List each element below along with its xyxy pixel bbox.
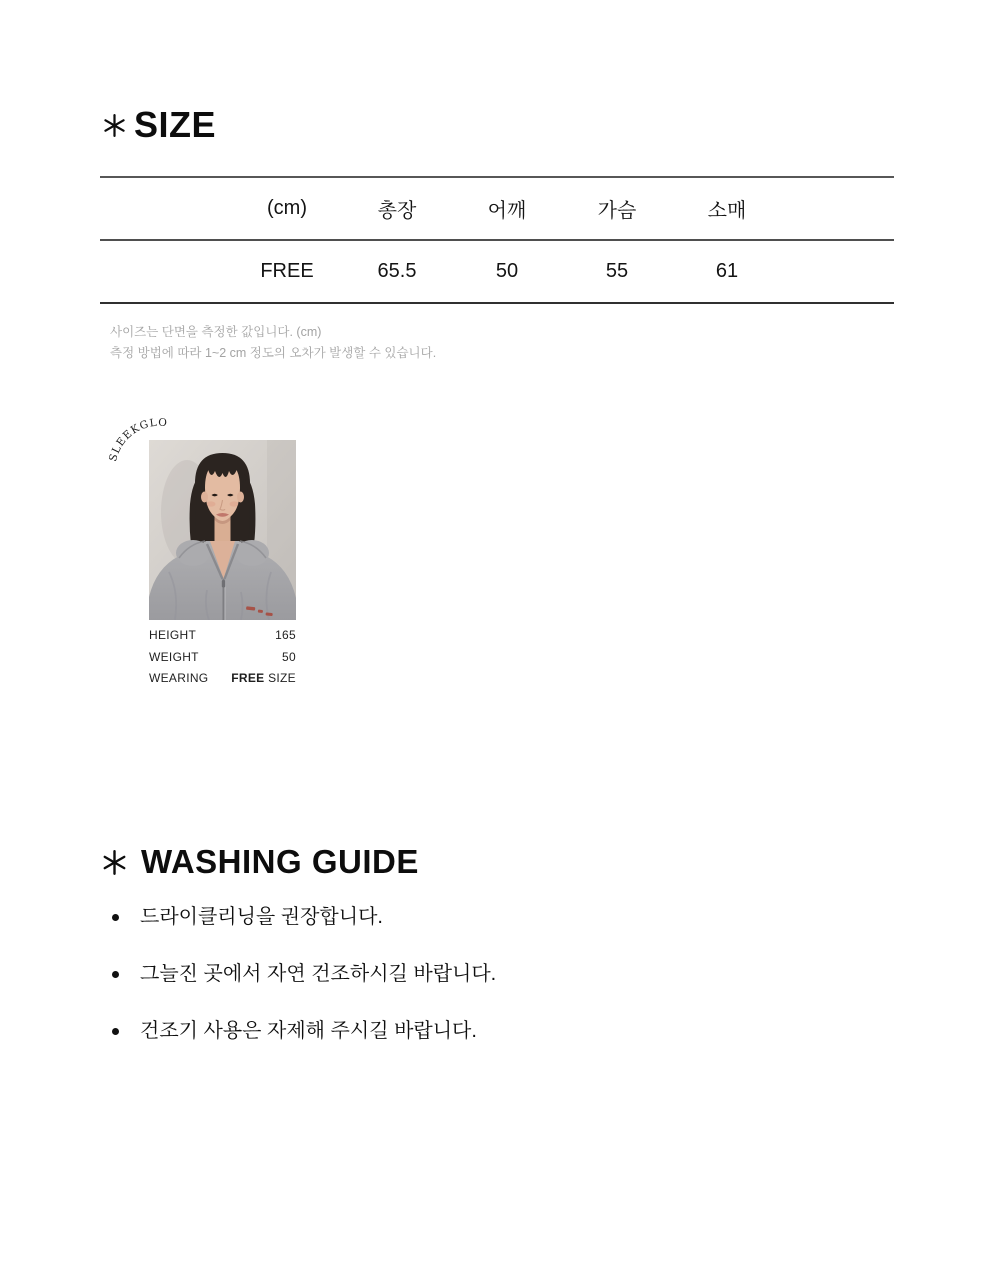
washing-guide-item	[112, 962, 496, 986]
wearing-size-strong: FREE	[231, 671, 265, 685]
size-note-line: 사이즈는 단면을 측정한 값입니다. (cm)	[110, 325, 322, 339]
size-table-header-length: 총장	[377, 200, 417, 222]
wearing-label: WEARING	[149, 671, 209, 685]
washing-guide-item-text: 그늘진 곳에서 자연 건조하시길 바랍니다.	[140, 963, 497, 985]
size-table-header-row	[100, 178, 894, 241]
washing-guide-item-text: 드라이클리닝을 권장합니다.	[140, 906, 383, 928]
size-table-header-shoulder: 어깨	[487, 200, 527, 222]
size-table-header-unit: (cm)	[267, 197, 307, 219]
size-table	[100, 176, 894, 304]
washing-guide-heading	[101, 843, 419, 881]
size-value-shoulder: 50	[495, 260, 519, 282]
svg-text:SLEEKGLOW	[101, 395, 168, 463]
bullet-dot-icon	[112, 971, 119, 978]
model-info-row-wearing	[149, 671, 296, 685]
size-note-line: 측정 방법에 따라 1~2 cm 정도의 오차가 발생할 수 있습니다.	[110, 346, 437, 360]
asterisk-icon	[102, 113, 127, 138]
size-value-chest: 55	[605, 260, 629, 282]
height-value: 165	[275, 628, 296, 642]
model-photo-block	[101, 395, 296, 620]
size-row-label: FREE	[260, 260, 314, 282]
brand-arc-logo	[101, 395, 179, 468]
washing-guide-label: WASHING GUIDE	[141, 843, 419, 880]
size-value-sleeve: 61	[715, 260, 739, 282]
washing-guide-list	[112, 905, 496, 1076]
size-table-header-chest: 가슴	[597, 200, 637, 222]
washing-guide-item	[112, 1019, 496, 1043]
asterisk-icon	[101, 849, 128, 876]
bullet-dot-icon	[112, 1028, 119, 1035]
wearing-size-suffix: SIZE	[264, 671, 296, 685]
size-heading-label: SIZE	[134, 104, 217, 145]
size-section-heading	[102, 104, 216, 146]
height-label: HEIGHT	[149, 628, 197, 642]
model-info-row-weight	[149, 650, 296, 664]
size-value-length: 65.5	[377, 260, 417, 282]
bullet-dot-icon	[112, 914, 119, 921]
weight-value: 50	[282, 649, 296, 664]
washing-guide-item	[112, 905, 496, 929]
size-table-row-free	[100, 241, 894, 304]
size-notes	[110, 322, 436, 364]
weight-label: WEIGHT	[149, 649, 199, 664]
size-table-header-sleeve: 소매	[707, 200, 747, 222]
washing-guide-item-text: 건조기 사용은 자제해 주시길 바랍니다.	[140, 1020, 477, 1042]
model-info	[149, 628, 296, 693]
model-info-row-height	[149, 628, 296, 642]
brand-arc-text: SLEEKGLOW	[101, 395, 169, 463]
wearing-value	[231, 671, 296, 685]
